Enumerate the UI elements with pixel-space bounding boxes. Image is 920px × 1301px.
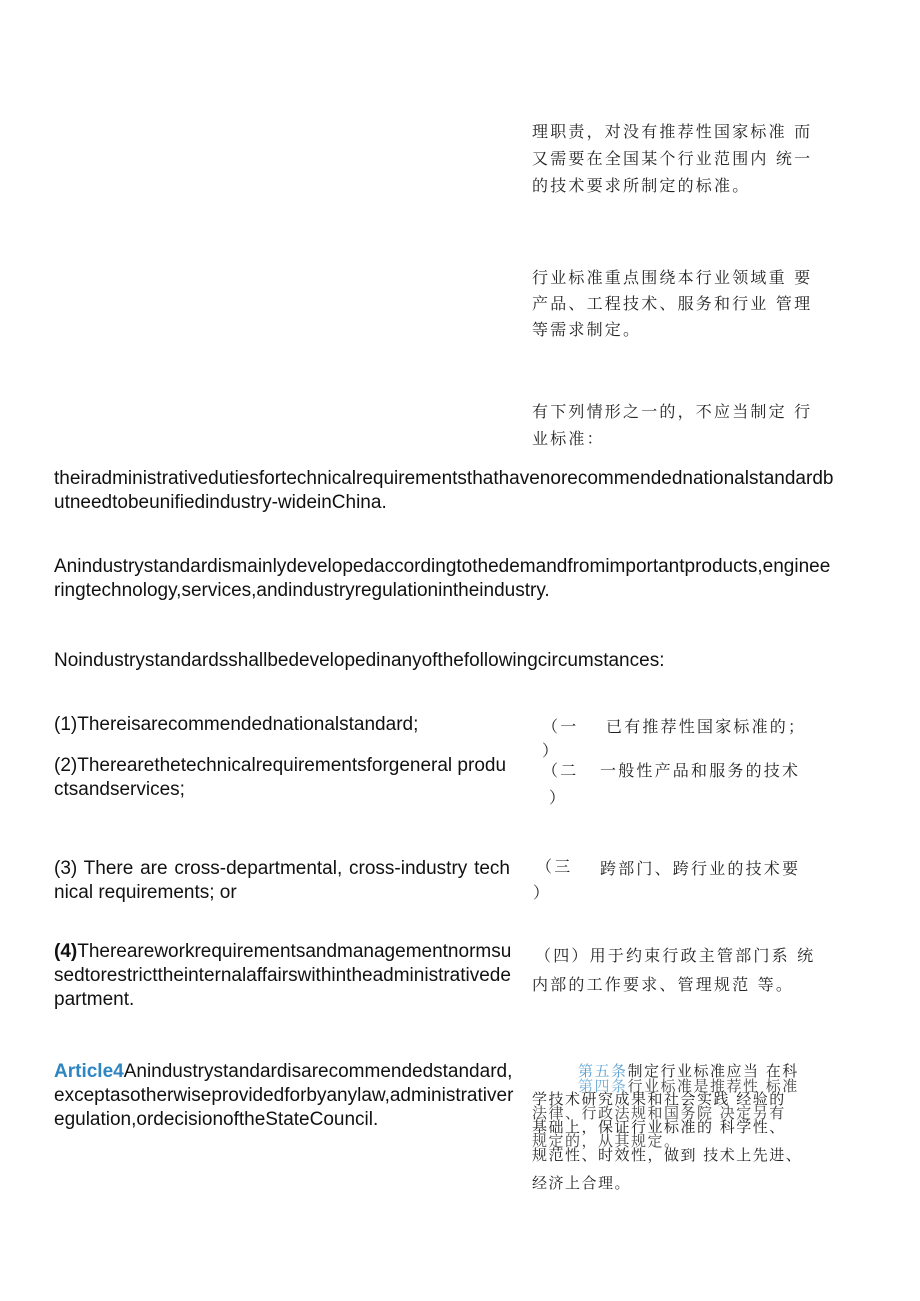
article-5-zh-label: 第五条 xyxy=(578,1062,628,1080)
article-4-zh-label: 第四条 xyxy=(578,1077,628,1095)
item-1-en: (1)Thereisarecommendednationalstandard; xyxy=(54,714,419,735)
item-4-zh-line-2: 内部的工作要求、管理规范 等。 xyxy=(532,975,795,994)
item-1-zh: 已有推荐性国家标准的； xyxy=(606,717,807,736)
en-focus-paragraph: Anindustrystandardismainlydevelopedaccordingtothedemandfromimportantproducts,engineeringtechnology,services,andindustryregulationintheindustry. xyxy=(54,556,831,601)
zh-focus-line-1: 行业标准重点围绕本行业领域重 要 xyxy=(532,268,813,287)
item-3-zh-open: （三 xyxy=(536,857,573,876)
en-duty-paragraph: theiradministrativedutiesfortechnicalrequirementsthathavenorecommendednationalstandardbutneedtobeunifiedindustry-wideinChina. xyxy=(54,468,834,513)
article-5-zh-line-4: 规范性、时效性，做到 技术上先进、 xyxy=(532,1146,803,1164)
item-2-en: (2)Therearethetechnicalrequirementsforgeneral productsandservices; xyxy=(54,755,507,800)
zh-prohibit-line-2: 业标准： xyxy=(532,429,605,448)
item-4-zh-line-1: （四）用于约束行政主管部门系 统 xyxy=(535,946,816,965)
zh-focus-line-3: 等需求制定。 xyxy=(532,320,642,339)
item-4-en xyxy=(54,940,514,1012)
zh-duty-line-2: 又需要在全国某个行业范围内 统一 xyxy=(532,149,813,168)
zh-focus-line-2: 产品、工程技术、服务和行业 管理 xyxy=(532,294,813,313)
article-4-en xyxy=(54,1060,514,1132)
item-1-zh-close: ） xyxy=(542,741,561,760)
item-2-zh: 一般性产品和服务的技术 xyxy=(600,761,801,780)
item-3-zh: 跨部门、跨行业的技术要 xyxy=(600,859,801,878)
item-2-zh-open: （二 xyxy=(542,761,579,780)
item-3-zh-close: ） xyxy=(533,883,552,902)
en-prohibit-paragraph: Noindustrystandardsshallbedevelopedinanyofthefollowingcircumstances: xyxy=(54,650,665,671)
zh-prohibit-line-1: 有下列情形之一的，不应当制定 行 xyxy=(532,402,813,421)
item-1-zh-open: （一 xyxy=(542,717,579,736)
article-4-zh-text-1: 行业标准是推荐性 标准 xyxy=(627,1077,799,1095)
item-4-text: Thereareworkrequirementsandmanagementnormsusedtorestricttheinternalaffairswithintheadministrativedepartment. xyxy=(54,941,512,1010)
article-5-zh-line-2: 学技术研究成果和社会实践 经验的 xyxy=(532,1090,786,1108)
article-5-zh-line-5: 经济上合理。 xyxy=(532,1174,632,1192)
zh-duty-line-3: 的技术要求所制定的标准。 xyxy=(532,176,751,195)
article-4-zh-line-1 xyxy=(578,1073,799,1099)
article-4-label: Article4 xyxy=(54,1061,124,1082)
item-4-number: (4) xyxy=(54,941,78,962)
item-3-en: (3) There are cross-departmental, cross-industry technical requirements; or xyxy=(54,858,510,903)
zh-duty-line-1: 理职责，对没有推荐性国家标准 而 xyxy=(532,122,813,141)
article-5-zh-line-3: 基础上，保证行业标准的 科学性、 xyxy=(532,1118,786,1136)
article-5-zh-text-1: 制定行业标准应当 在科 xyxy=(627,1062,799,1080)
article-4-zh-line-3: 规定的，从其规定。 xyxy=(532,1132,681,1150)
article-4-text: Anindustrystandardisarecommendedstandard,exceptasotherwiseprovidedforbyanylaw,administrativeregulation,ordecisionoftheStateCouncil. xyxy=(54,1061,514,1130)
article-4-zh-line-2: 法律、行政法规和国务院 决定另有 xyxy=(532,1104,786,1122)
item-2-zh-close: ） xyxy=(549,788,568,807)
